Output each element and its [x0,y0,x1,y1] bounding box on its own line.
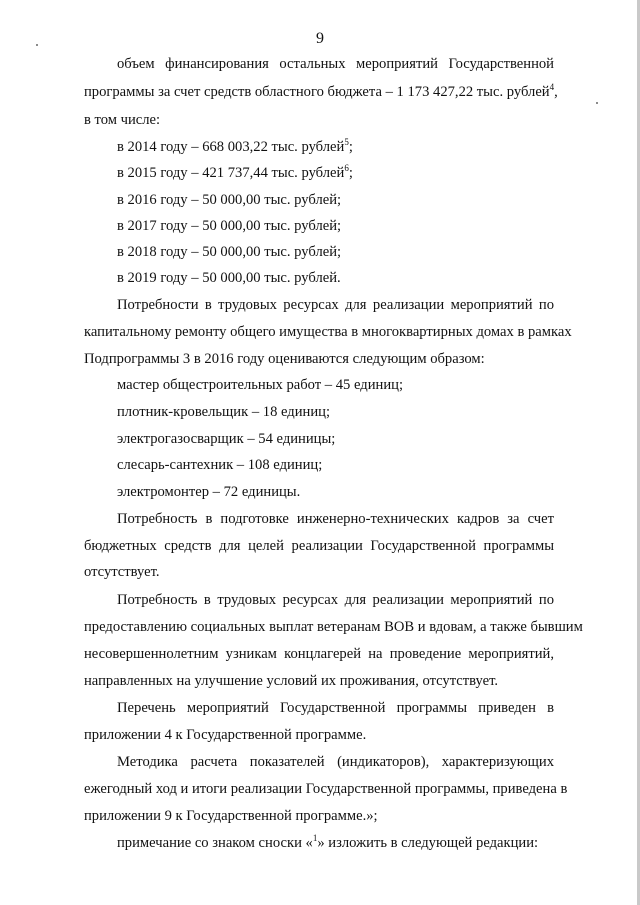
text-line: капитальному ремонту общего имущества в многоквартирных домах в рамках [84,324,572,340]
list-item: электромонтер – 72 единицы. [117,484,301,500]
footnote-mark: 5 [344,137,349,147]
text-line: Потребность в трудовых ресурсах для реализации мероприятий по [117,592,554,608]
text-line: отсутствует. [84,564,160,580]
list-item: слесарь-сантехник – 108 единиц; [117,457,323,473]
list-item: мастер общестроительных работ – 45 единиц; [117,377,404,393]
text-line: Потребности в трудовых ресурсах для реализации мероприятий по [117,297,554,313]
text-line: ежегодный ход и итоги реализации Государственной программы, приведена в [84,781,568,797]
list-item: плотник-кровельщик – 18 единиц; [117,404,331,420]
text-line: объем финансирования остальных мероприятий Государственной [117,56,554,72]
text-line: в том числе: [84,112,161,128]
footnote-mark: 4 [549,82,555,92]
year-line: в 2016 году – 50 000,00 тыс. рублей; [117,192,342,208]
text-line: направленных на улучшение условий их проживания, отсутствует. [84,673,499,689]
list-item: электрогазосварщик – 54 единицы; [117,431,336,447]
text-line: Потребность в подготовке инженерно-технических кадров за счет [117,511,554,527]
text-line: бюджетных средств для целей реализации Государственной программы [84,538,554,554]
year-line: в 2015 году – 421 737,44 тыс. рублей$^6$; [117,163,353,181]
text-line: Подпрограммы 3 в 2016 году оцениваются следующим образом: [84,351,485,367]
scan-speck [596,102,598,104]
text-line: предоставлению социальных выплат ветеранам ВОВ и вдовам, а также бывшим [84,619,583,635]
text-line: примечание со знаком сноски «$^1$» изложить в следующей редакции: [117,833,539,851]
text-line: программы за счет средств областного бюджета – 1 173 427,22 тыс. рублей$^4$, [84,82,558,100]
text-line: Методика расчета показателей (индикаторов), характеризующих [117,754,554,770]
footnote-mark: 6 [344,163,349,173]
year-line: в 2014 году – 668 003,22 тыс. рублей$^5$; [117,137,353,155]
year-line: в 2017 году – 50 000,00 тыс. рублей; [117,218,342,234]
page-number: 9 [316,30,324,47]
text-line: приложении 9 к Государственной программе.»; [84,808,378,824]
text-line: приложении 4 к Государственной программе. [84,727,367,743]
year-line: в 2018 году – 50 000,00 тыс. рублей; [117,244,342,260]
text-line: Перечень мероприятий Государственной программы приведен в [117,700,554,716]
footnote-mark: 1 [312,833,318,843]
text-line: несовершеннолетним узникам концлагерей на проведение мероприятий, [84,646,554,662]
year-line: в 2019 году – 50 000,00 тыс. рублей. [117,270,341,286]
